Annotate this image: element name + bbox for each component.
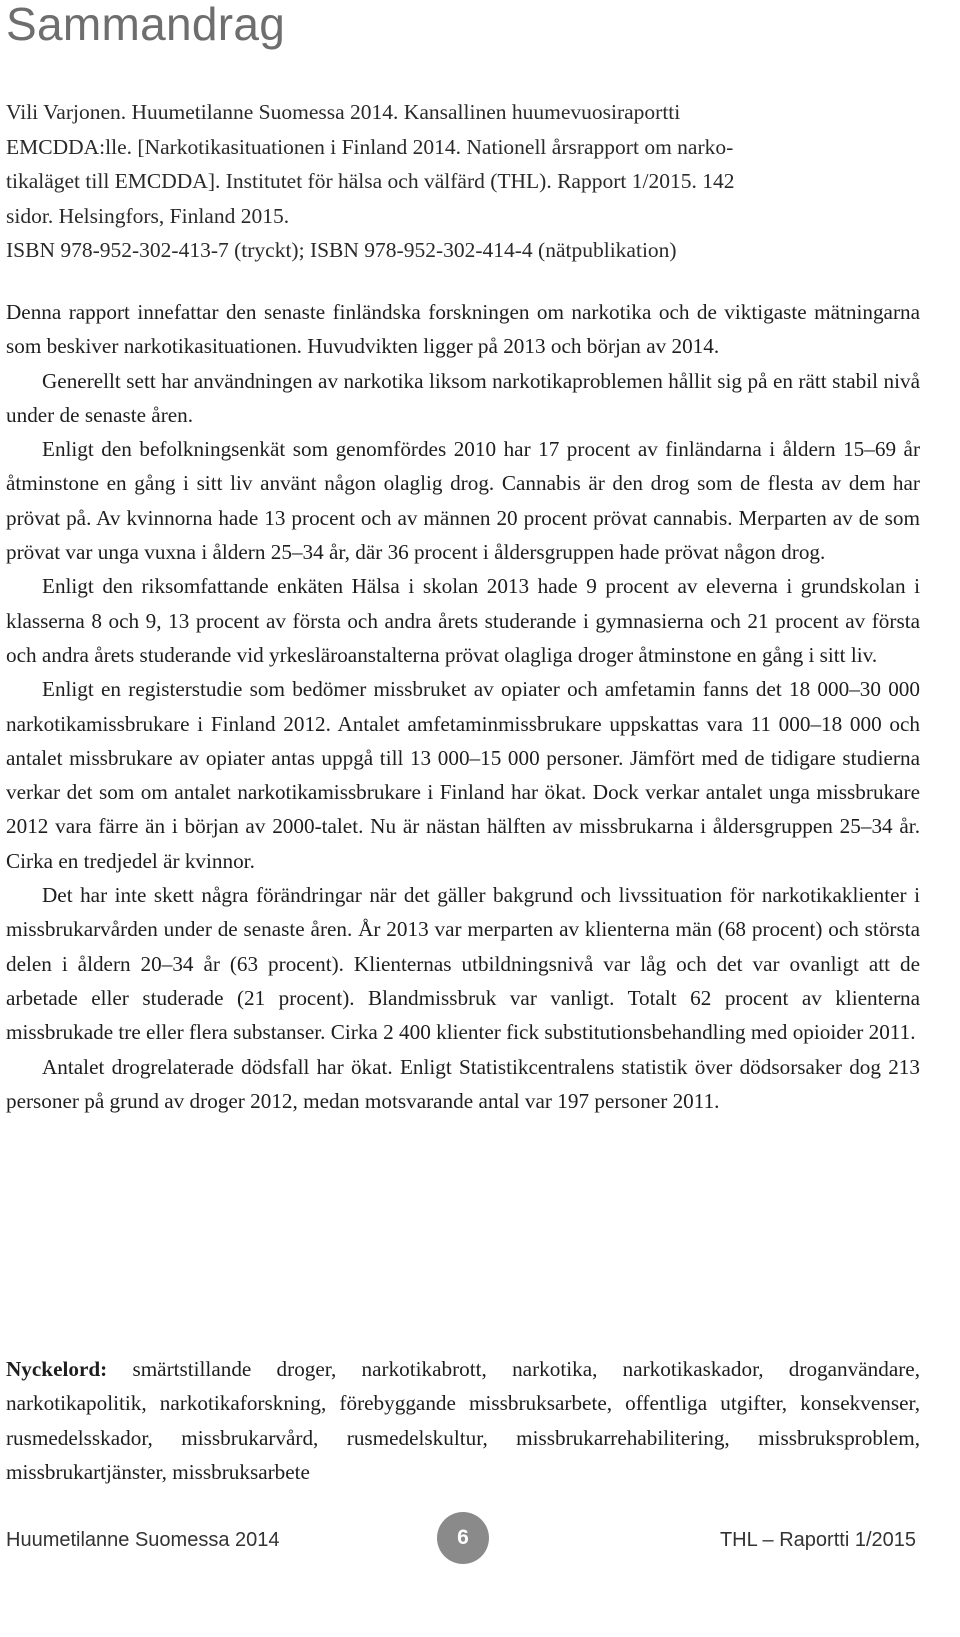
body-paragraph: Antalet drogrelaterade dödsfall har ökat. Enligt Statistikcentralens statistik över dödsorsaker dog 213 personer på grund av droger 2012, medan motsvarande antal var 197 personer 2011. [6, 1054, 920, 1113]
keywords-text: smärtstillande droger, narkotikabrott, narkotika, narkotikaskador, droganvändare, narkotikapolitik, narkotikaforskning, förebyggande missbruksarbete, offentliga utgifter, konsekvenser, rusmedelsskador, missbrukarvård, rusmedelskultur, missbrukarrehabilitering, missbruksproblem, missbrukartjänster, missbruksarbete [6, 1357, 920, 1484]
body-paragraph: Generellt sett har användningen av narkotika liksom narkotikaproblemen hållit sig på en rätt stabil nivå under de senaste åren. [6, 368, 920, 427]
citation-line: Vili Varjonen. Huumetilanne Suomessa 2014. Kansallinen huumevuosiraportti [6, 100, 681, 124]
keywords [6, 1352, 920, 1489]
page-title: Sammandrag [6, 0, 286, 50]
page-number-badge: 6 [437, 1512, 489, 1564]
citation-line: EMCDDA:lle. [Narkotikasituationen i Finland 2014. Nationell årsrapport om narko- [6, 134, 734, 159]
keywords-label: Nyckelord: [6, 1357, 108, 1381]
citation-line: tikaläget till EMCDDA]. Institutet för hälsa och välfärd (THL). Rapport 1/2015. 142 [6, 169, 735, 193]
body-paragraph: Enligt den riksomfattande enkäten Hälsa i skolan 2013 hade 9 procent av eleverna i grundskolan i klasserna 8 och 9, 13 procent av första och andra årets studerande i gymnasierna och 21 procent av första och andra årets studerande vid yrkesläroanstalterna prövat olagliga droger åtminstone en gång i sitt liv. [6, 574, 920, 667]
summary-body [6, 295, 920, 1118]
isbn-line: ISBN 978-952-302-413-7 (tryckt); ISBN 978-952-302-414-4 (nätpublikation) [6, 238, 677, 262]
body-paragraph: Enligt den befolkningsenkät som genomfördes 2010 har 17 procent av finländarna i åldern 15–69 år åtminstone en gång i sitt liv använt någon olaglig drog. Cannabis är den drog som de flesta av dem har prövat på. Av kvinnorna hade 13 procent och av männen 20 procent prövat cannabis. Merparten av de som prövat var unga vuxna i åldern 25–34 år, där 36 procent i åldersgruppen hade prövat någon drog. [6, 437, 920, 565]
footer-publication-title: Huumetilanne Suomessa 2014 [6, 1529, 280, 1551]
body-paragraph: Enligt en registerstudie som bedömer missbruket av opiater och amfetamin fanns det 18 000–30 000 narkotikamissbrukare i Finland 2012. Antalet amfetaminmissbrukare uppskattas vara 11 000–18 000 och antalet missbrukare av opiater antas uppgå till 13 000–15 000 personer. Jämfört med de tidigare studierna verkar det som om antalet narkotikamissbrukare i Finland har ökat. Dock verkar antalet unga missbrukare 2012 vara färre än i början av 2000-talet. Nu är nästan hälften av missbrukarna i åldersgruppen 25–34 år. Cirka en tredjedel är kvinnor. [6, 677, 920, 873]
body-paragraph: Det har inte skett några förändringar när det gäller bakgrund och livssituation för narkotikaklienter i missbrukarvården under de senaste åren. År 2013 var merparten av klienterna män (68 procent) och största delen i åldern 20–34 år (63 procent). Klienternas utbildningsnivå var låg och det var ovanligt att de arbetade eller studerade (21 procent). Blandmissbruk var vanligt. Totalt 62 procent av klienterna missbrukade tre eller flera substanser. Cirka 2 400 klienter fick substitutionsbehandling med opioider 2011. [6, 883, 920, 1045]
footer-report-number: THL – Raportti 1/2015 [719, 1529, 916, 1551]
intro-paragraph: Denna rapport innefattar den senaste finländska forskningen om narkotika och de viktigaste mätningarna som beskiver narkotikasituationen. Huvudvikten ligger på 2013 och början av 2014. [6, 300, 920, 359]
citation-line: sidor. Helsingfors, Finland 2015. [6, 203, 290, 228]
bibliographic-citation [6, 95, 910, 268]
page-footer [0, 1512, 960, 1572]
